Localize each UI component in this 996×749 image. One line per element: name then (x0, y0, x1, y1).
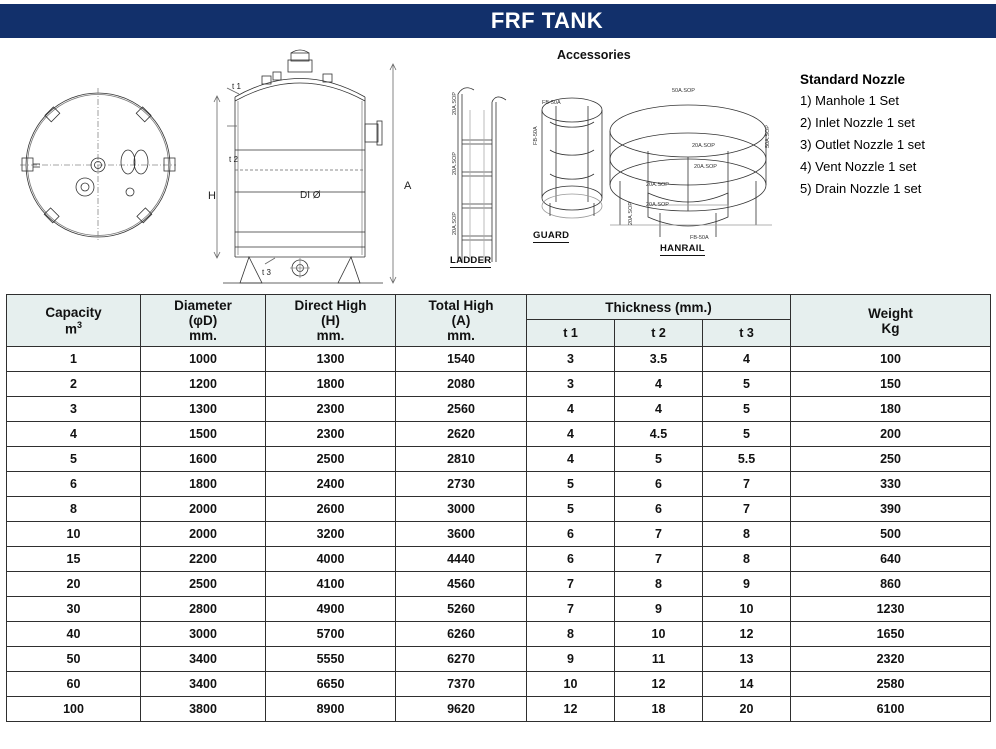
header-weight (791, 295, 991, 347)
nozzle-item-2: 2) Inlet Nozzle 1 set (800, 114, 915, 130)
cell-weight: 6100 (791, 697, 991, 722)
cell-t1: 8 (527, 622, 615, 647)
cell-t1: 6 (527, 547, 615, 572)
cell-t1: 3 (527, 347, 615, 372)
cell-capacity: 5 (7, 447, 141, 472)
cell-capacity: 1 (7, 347, 141, 372)
cell-diameter: 1000 (141, 347, 266, 372)
table-row (7, 522, 991, 547)
cell-t2: 10 (615, 622, 703, 647)
cell-direct-high: 2300 (266, 397, 396, 422)
cell-t3: 5 (703, 422, 791, 447)
cell-diameter: 2800 (141, 597, 266, 622)
drawings-area (0, 40, 996, 290)
cell-t3: 14 (703, 672, 791, 697)
cell-t2: 7 (615, 547, 703, 572)
cell-direct-high: 6650 (266, 672, 396, 697)
table-row (7, 472, 991, 497)
cell-weight: 500 (791, 522, 991, 547)
cell-capacity: 8 (7, 497, 141, 522)
nozzle-item-3: 3) Outlet Nozzle 1 set (800, 136, 925, 152)
cell-t1: 3 (527, 372, 615, 397)
cell-t2: 6 (615, 472, 703, 497)
cell-t2: 6 (615, 497, 703, 522)
cell-total-high: 4440 (396, 547, 527, 572)
cell-capacity: 6 (7, 472, 141, 497)
cell-total-high: 2620 (396, 422, 527, 447)
cell-t2: 7 (615, 522, 703, 547)
header-diameter-text: Diameter (174, 298, 232, 313)
label-height-h: H (208, 190, 216, 202)
cell-weight: 2580 (791, 672, 991, 697)
cell-total-high: 5260 (396, 597, 527, 622)
cell-t2: 5 (615, 447, 703, 472)
cell-direct-high: 2400 (266, 472, 396, 497)
cell-t2: 9 (615, 597, 703, 622)
header-diameter (141, 295, 266, 347)
header-total-high-symbol: (A) (451, 313, 471, 328)
cell-diameter: 2200 (141, 547, 266, 572)
callout-20a-sop-handrail-4: 20A.SOP (646, 202, 669, 208)
cell-t2: 18 (615, 697, 703, 722)
cell-direct-high: 5700 (266, 622, 396, 647)
header-capacity-unit: m (64, 321, 77, 337)
callout-20a-sop-handrail-2: 20A.SOP (694, 164, 717, 170)
cell-diameter: 2000 (141, 522, 266, 547)
cell-direct-high: 5550 (266, 647, 396, 672)
table-row (7, 422, 991, 447)
cell-total-high: 6270 (396, 647, 527, 672)
cell-weight: 250 (791, 447, 991, 472)
table-row (7, 372, 991, 397)
cell-t1: 12 (527, 697, 615, 722)
table-row (7, 597, 991, 622)
header-capacity-unit-sup: 3 (77, 319, 83, 330)
callout-fb-50a-guard-2: FB-50A (533, 126, 539, 145)
label-diameter: DI Ø (300, 190, 321, 201)
cell-t3: 8 (703, 522, 791, 547)
header-thickness: Thickness (mm.) (527, 295, 791, 320)
cell-capacity: 50 (7, 647, 141, 672)
cell-weight: 2320 (791, 647, 991, 672)
cell-t1: 5 (527, 472, 615, 497)
cell-diameter: 1800 (141, 472, 266, 497)
label-total-a: A (404, 180, 412, 192)
cell-diameter: 1600 (141, 447, 266, 472)
tank-top-view-drawing (10, 50, 190, 280)
accessories-label: Accessories (557, 48, 631, 62)
cell-capacity: 2 (7, 372, 141, 397)
cell-diameter: 3400 (141, 647, 266, 672)
table-row (7, 547, 991, 572)
caption-handrail: HANRAIL (660, 243, 705, 254)
table-row (7, 397, 991, 422)
cell-t1: 7 (527, 572, 615, 597)
header-t1: t 1 (527, 320, 615, 347)
cell-capacity: 40 (7, 622, 141, 647)
cell-capacity: 30 (7, 597, 141, 622)
cell-t2: 3.5 (615, 347, 703, 372)
callout-20a-sop-handrail-5: 20A.SOP (628, 202, 634, 225)
cell-t2: 4 (615, 372, 703, 397)
header-diameter-unit: mm. (189, 328, 217, 343)
caption-guard: GUARD (533, 230, 570, 241)
tank-front-view-drawing (205, 42, 405, 287)
header-capacity-text: Capacity (45, 304, 102, 320)
cell-t1: 10 (527, 672, 615, 697)
header-total-high (396, 295, 527, 347)
cell-t3: 5 (703, 372, 791, 397)
cell-t2: 4.5 (615, 422, 703, 447)
cell-t3: 5.5 (703, 447, 791, 472)
label-t1: t 1 (232, 82, 241, 91)
table-row (7, 497, 991, 522)
table-row (7, 622, 991, 647)
header-direct-high-text: Direct High (294, 298, 367, 313)
header-weight-unit: Kg (881, 320, 900, 336)
standard-nozzle-list (800, 72, 990, 204)
cell-diameter: 3400 (141, 672, 266, 697)
spec-table-head (7, 295, 991, 347)
callout-20a-sop-ladder-2: 20A.SOP (452, 152, 458, 175)
cell-diameter: 1500 (141, 422, 266, 447)
callout-20a-sop-handrail-3: 20A.SOP (646, 182, 669, 188)
header-direct-high-unit: mm. (316, 328, 345, 343)
cell-total-high: 2810 (396, 447, 527, 472)
cell-direct-high: 3200 (266, 522, 396, 547)
spec-table-body (7, 347, 991, 722)
cell-weight: 330 (791, 472, 991, 497)
header-weight-text: Weight (868, 305, 913, 321)
nozzle-item-1: 1) Manhole 1 Set (800, 93, 900, 108)
nozzle-item-4: 4) Vent Nozzle 1 set (800, 158, 917, 174)
cell-weight: 180 (791, 397, 991, 422)
cell-weight: 200 (791, 422, 991, 447)
callout-50a-sop-handrail-2: 50A.SOP (765, 125, 771, 148)
cell-t2: 4 (615, 397, 703, 422)
cell-weight: 1650 (791, 622, 991, 647)
cell-t3: 4 (703, 347, 791, 372)
spec-table-wrapper (6, 294, 990, 722)
cell-t3: 10 (703, 597, 791, 622)
callout-50a-sop-handrail: 50A.SOP (672, 88, 695, 94)
cell-t3: 13 (703, 647, 791, 672)
table-row (7, 347, 991, 372)
cell-t1: 9 (527, 647, 615, 672)
header-diameter-symbol: (φD) (188, 313, 218, 328)
cell-capacity: 20 (7, 572, 141, 597)
cell-capacity: 3 (7, 397, 141, 422)
cell-weight: 1230 (791, 597, 991, 622)
table-row (7, 647, 991, 672)
cell-diameter: 3800 (141, 697, 266, 722)
cell-diameter: 2500 (141, 572, 266, 597)
cell-total-high: 6260 (396, 622, 527, 647)
header-total-high-text: Total High (428, 298, 494, 313)
cell-weight: 100 (791, 347, 991, 372)
cell-t3: 12 (703, 622, 791, 647)
table-header-row-1 (7, 295, 991, 320)
header-capacity-unit-wrap (9, 320, 138, 337)
header-direct-high (266, 295, 396, 347)
cell-direct-high: 1800 (266, 372, 396, 397)
cell-capacity: 4 (7, 422, 141, 447)
cell-t1: 7 (527, 597, 615, 622)
cell-t1: 5 (527, 497, 615, 522)
table-row (7, 572, 991, 597)
cell-t3: 7 (703, 497, 791, 522)
table-row (7, 697, 991, 722)
cell-total-high: 1540 (396, 347, 527, 372)
cell-weight: 150 (791, 372, 991, 397)
cell-total-high: 7370 (396, 672, 527, 697)
cell-total-high: 2080 (396, 372, 527, 397)
cell-diameter: 3000 (141, 622, 266, 647)
cell-total-high: 3000 (396, 497, 527, 522)
cell-t3: 5 (703, 397, 791, 422)
cell-t2: 12 (615, 672, 703, 697)
cell-direct-high: 2300 (266, 422, 396, 447)
header-direct-high-symbol: (H) (321, 313, 340, 328)
cell-direct-high: 8900 (266, 697, 396, 722)
cell-t3: 8 (703, 547, 791, 572)
cell-diameter: 1200 (141, 372, 266, 397)
table-row (7, 672, 991, 697)
cell-capacity: 60 (7, 672, 141, 697)
cell-t1: 4 (527, 397, 615, 422)
cell-t2: 11 (615, 647, 703, 672)
page-title: FRF TANK (98, 4, 996, 38)
label-t2: t 2 (229, 155, 238, 164)
label-t3: t 3 (262, 268, 271, 277)
spec-table (6, 294, 991, 722)
cell-t3: 7 (703, 472, 791, 497)
callout-20a-sop-handrail-1: 20A.SOP (692, 143, 715, 149)
cell-t1: 6 (527, 522, 615, 547)
header-total-high-unit: mm. (447, 328, 475, 343)
caption-ladder: LADDER (450, 255, 492, 266)
cell-weight: 640 (791, 547, 991, 572)
cell-total-high: 2560 (396, 397, 527, 422)
cell-capacity: 10 (7, 522, 141, 547)
cell-t2: 8 (615, 572, 703, 597)
header-capacity (7, 295, 141, 347)
cell-total-high: 3600 (396, 522, 527, 547)
cell-total-high: 4560 (396, 572, 527, 597)
cell-direct-high: 4900 (266, 597, 396, 622)
callout-fb-50a-guard-1: FB-50A (542, 100, 561, 106)
cell-weight: 860 (791, 572, 991, 597)
cell-capacity: 15 (7, 547, 141, 572)
callout-20a-sop-ladder-3: 20A.SOP (452, 212, 458, 235)
cell-direct-high: 4100 (266, 572, 396, 597)
cell-t1: 4 (527, 422, 615, 447)
callout-20a-sop-ladder-1: 20A.SOP (452, 92, 458, 115)
title-bar-left-block (0, 4, 98, 38)
cell-direct-high: 2500 (266, 447, 396, 472)
cell-t3: 9 (703, 572, 791, 597)
cell-total-high: 2730 (396, 472, 527, 497)
header-t3: t 3 (703, 320, 791, 347)
cell-weight: 390 (791, 497, 991, 522)
cell-direct-high: 2600 (266, 497, 396, 522)
cell-diameter: 1300 (141, 397, 266, 422)
cell-total-high: 9620 (396, 697, 527, 722)
header-t2: t 2 (615, 320, 703, 347)
cell-capacity: 100 (7, 697, 141, 722)
cell-t1: 4 (527, 447, 615, 472)
cell-diameter: 2000 (141, 497, 266, 522)
table-row (7, 447, 991, 472)
nozzle-item-5: 5) Drain Nozzle 1 set (800, 180, 922, 196)
cell-t3: 20 (703, 697, 791, 722)
cell-direct-high: 1300 (266, 347, 396, 372)
standard-nozzle-title: Standard Nozzle (800, 72, 906, 87)
callout-fb-50a-handrail: FB-50A (690, 235, 709, 241)
cell-direct-high: 4000 (266, 547, 396, 572)
